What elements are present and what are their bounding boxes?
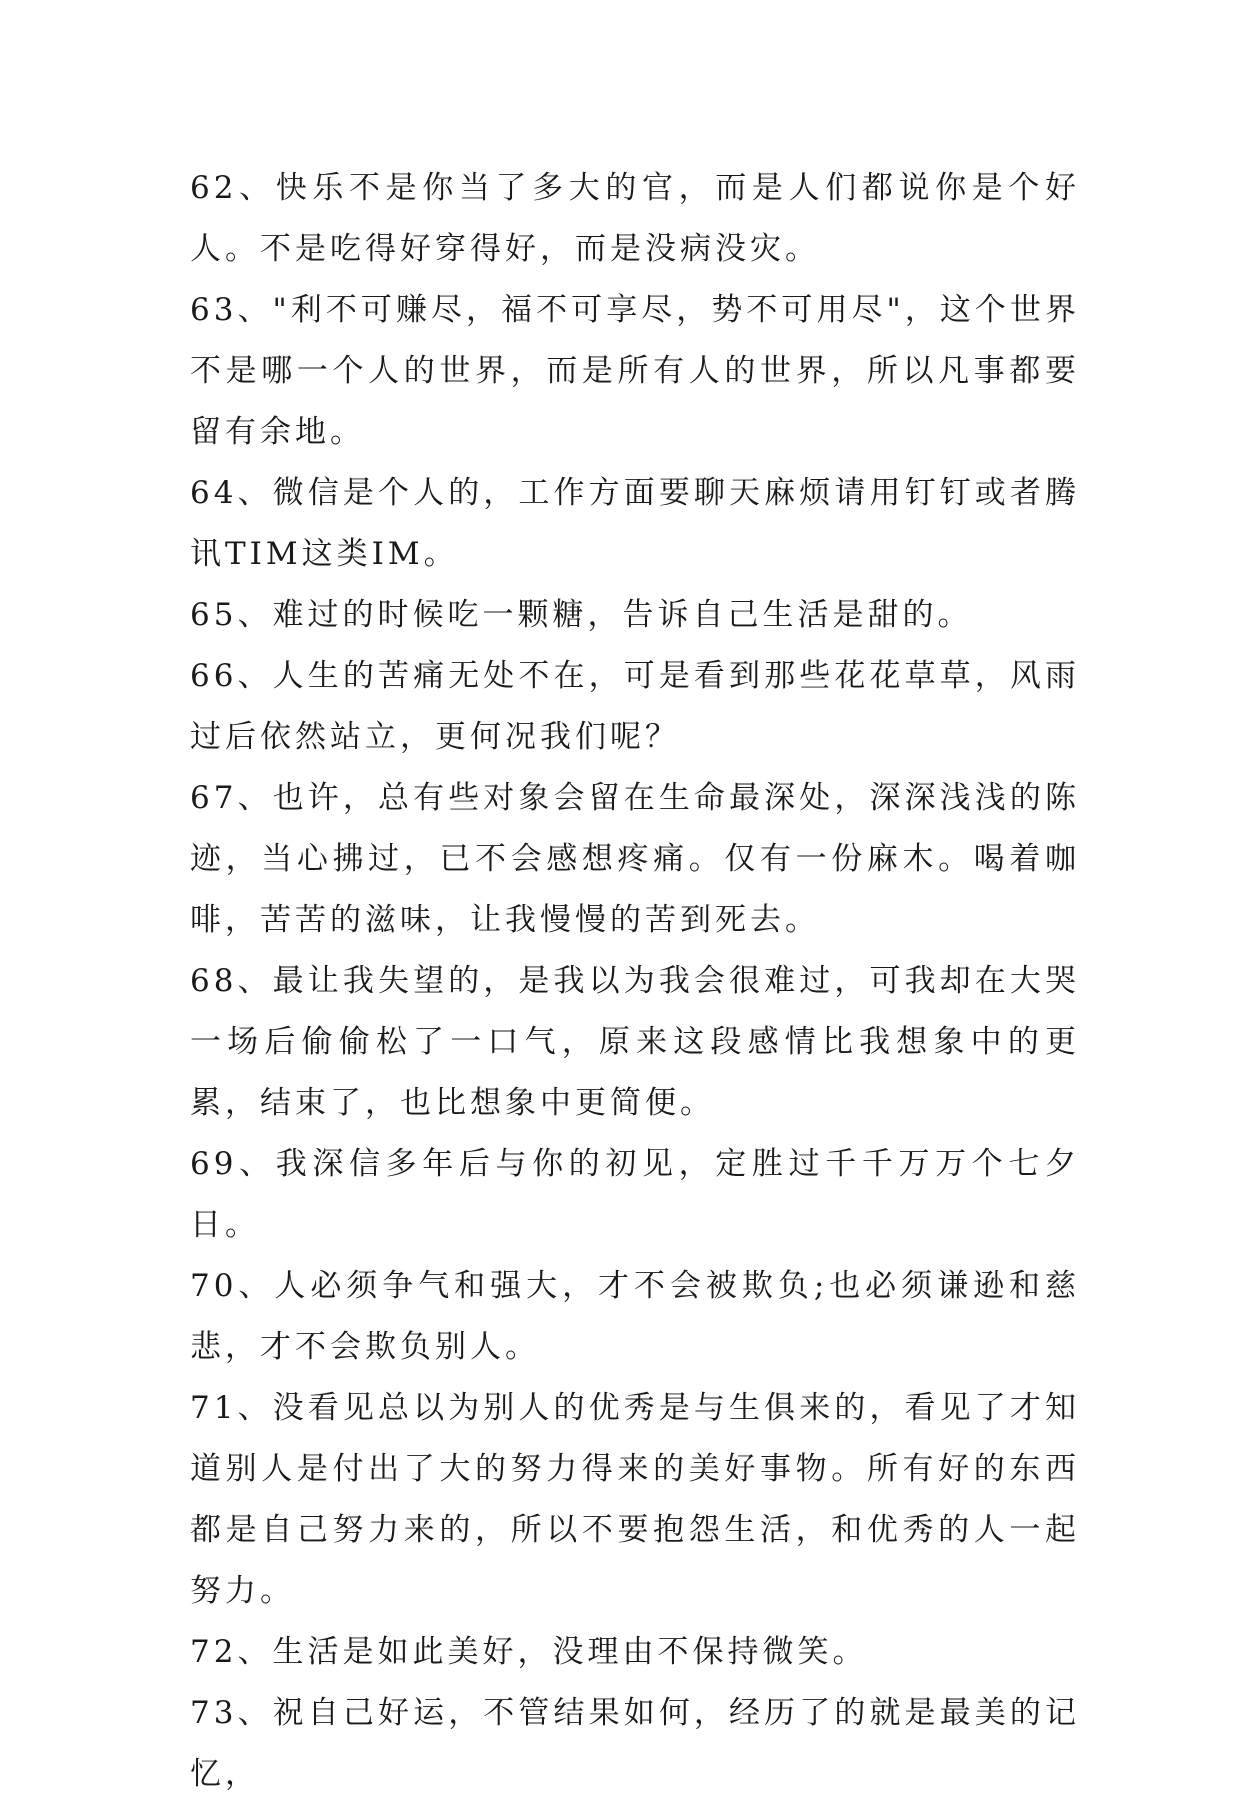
entry-67: 67、也许，总有些对象会留在生命最深处，深深浅浅的陈迹，当心拂过，已不会感想疼痛。仅有一份麻木。喝着咖啡，苦苦的滋味，让我慢慢的苦到死去。 [190,780,1080,938]
entry-72: 72、生活是如此美好，没理由不保持微笑。 [190,1634,868,1670]
entry-68: 68、最让我失望的，是我以为我会很难过，可我却在大哭一场后偷偷松了一口气，原来这段感情比我想象中的更累，结束了，也比想象中更简便。 [190,963,1080,1121]
entry-64: 64、微信是个人的，工作方面要聊天麻烦请用钉钉或者腾讯TIM这类IM。 [190,475,1080,572]
entry-71: 71、没看见总以为别人的优秀是与生俱来的，看见了才知道别人是付出了大的努力得来的美好事物。所有好的东西都是自己努力来的，所以不要抱怨生活，和优秀的人一起努力。 [190,1390,1080,1609]
entry-73: 73、祝自己好运，不管结果如何，经历了的就是最美的记忆， [190,1695,1080,1792]
entry-63: 63、"利不可赚尽，福不可享尽，势不可用尽"，这个世界不是哪一个人的世界，而是所有人的世界，所以凡事都要留有余地。 [190,292,1080,450]
entry-66: 66、人生的苦痛无处不在，可是看到那些花花草草，风雨过后依然站立，更何况我们呢？ [190,658,1080,755]
entry-65: 65、难过的时候吃一颗糖，告诉自己生活是甜的。 [190,597,973,633]
entry-69: 69、我深信多年后与你的初见，定胜过千千万万个七夕日。 [190,1146,1080,1243]
entry-62: 62、快乐不是你当了多大的官，而是人们都说你是个好人。不是吃得好穿得好，而是没病没灾。 [190,170,1080,267]
entry-70: 70、人必须争气和强大，才不会被欺负;也必须谦逊和慈悲，才不会欺负别人。 [190,1268,1080,1365]
text-body [190,158,1080,1805]
